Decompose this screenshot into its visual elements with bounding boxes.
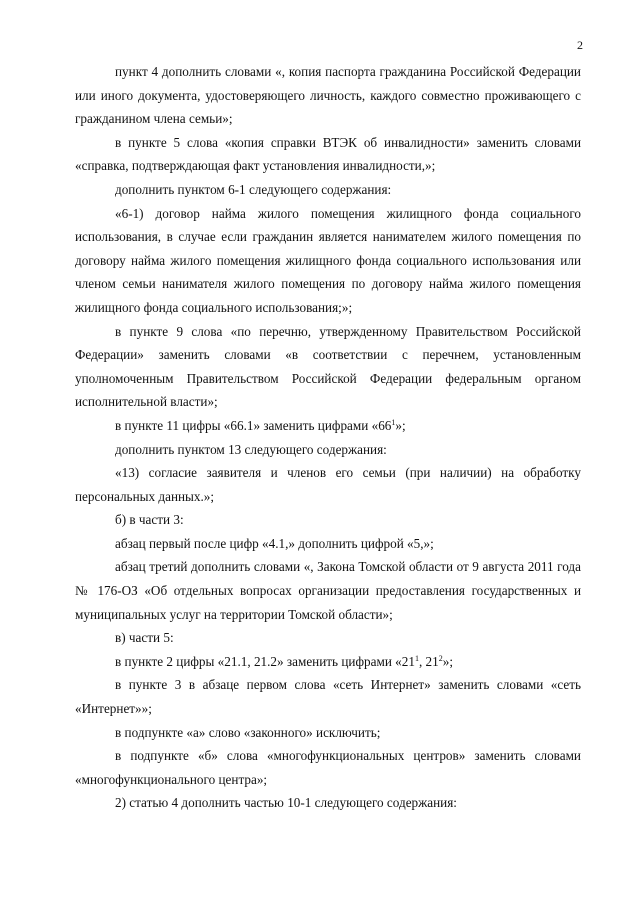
paragraph-item-2	[75, 650, 581, 674]
text: »;	[442, 653, 453, 669]
paragraph: «6-1) договор найма жилого помещения жилищного фонда социального использования, в случае если гражданин является нанимателем жилого помещения по договору найма жилого помещения жилищного фонда социального использования или членом семьи нанимателя жилого помещения по договору найма жилого помещения жилищного фонда социального использования;»;	[75, 205, 581, 315]
paragraph: б) в части 3:	[115, 512, 184, 528]
paragraph: абзац первый после цифр «4.1,» дополнить цифрой «5,»;	[115, 535, 434, 551]
text: »;	[395, 417, 406, 433]
document-body	[75, 60, 581, 815]
paragraph: «13) согласие заявителя и членов его семьи (при наличии) на обработку персональных данных.»;	[75, 465, 581, 504]
text: в пункте 11 цифры «66.1» заменить цифрами «66	[115, 417, 392, 433]
page-number: 2	[577, 38, 583, 52]
paragraph: в) части 5:	[115, 630, 174, 646]
paragraph: в пункте 9 слова «по перечню, утвержденному Правительством Российской Федерации» заменить словами «в соответствии с перечнем, установленным уполномоченным Правительством Российской Федерации федеральным органом исполнительной власти»;	[75, 323, 581, 410]
text: , 21	[418, 653, 439, 669]
paragraph: дополнить пунктом 6-1 следующего содержания:	[115, 181, 392, 197]
paragraph: в пункте 3 в абзаце первом слова «сеть Интернет» заменить словами «сеть «Интернет»»;	[75, 677, 581, 717]
paragraph: дополнить пунктом 13 следующего содержания:	[115, 441, 387, 457]
paragraph: в пункте 5 слова «копия справки ВТЭК об инвалидности» заменить словами «справка, подтверждающая факт установления инвалидности,»;	[75, 134, 581, 174]
superscript: 1	[391, 417, 396, 427]
paragraph-item-11	[75, 414, 581, 438]
paragraph: пункт 4 дополнить словами «, копия паспорта гражданина Российской Федерации или иного документа, удостоверяющего личность, каждого совместно проживающего с гражданином члена семьи»;	[75, 64, 581, 127]
paragraph: в подпункте «а» слово «законного» исключить;	[115, 724, 381, 740]
paragraph: 2) статью 4 дополнить частью 10-1 следующего содержания:	[115, 795, 457, 811]
superscript: 2	[438, 653, 443, 663]
text: в пункте 2 цифры «21.1, 21.2» заменить цифрами «21	[115, 653, 415, 669]
paragraph: в подпункте «б» слова «многофункциональных центров» заменить словами «многофункционального центра»;	[75, 748, 581, 787]
paragraph: абзац третий дополнить словами «, Закона Томской области от 9 августа 2011 года № 176-ОЗ «Об отдельных вопросах организации предоставления государственных и муниципальных услуг на территории Томской области»;	[75, 559, 581, 622]
superscript: 1	[414, 653, 419, 663]
